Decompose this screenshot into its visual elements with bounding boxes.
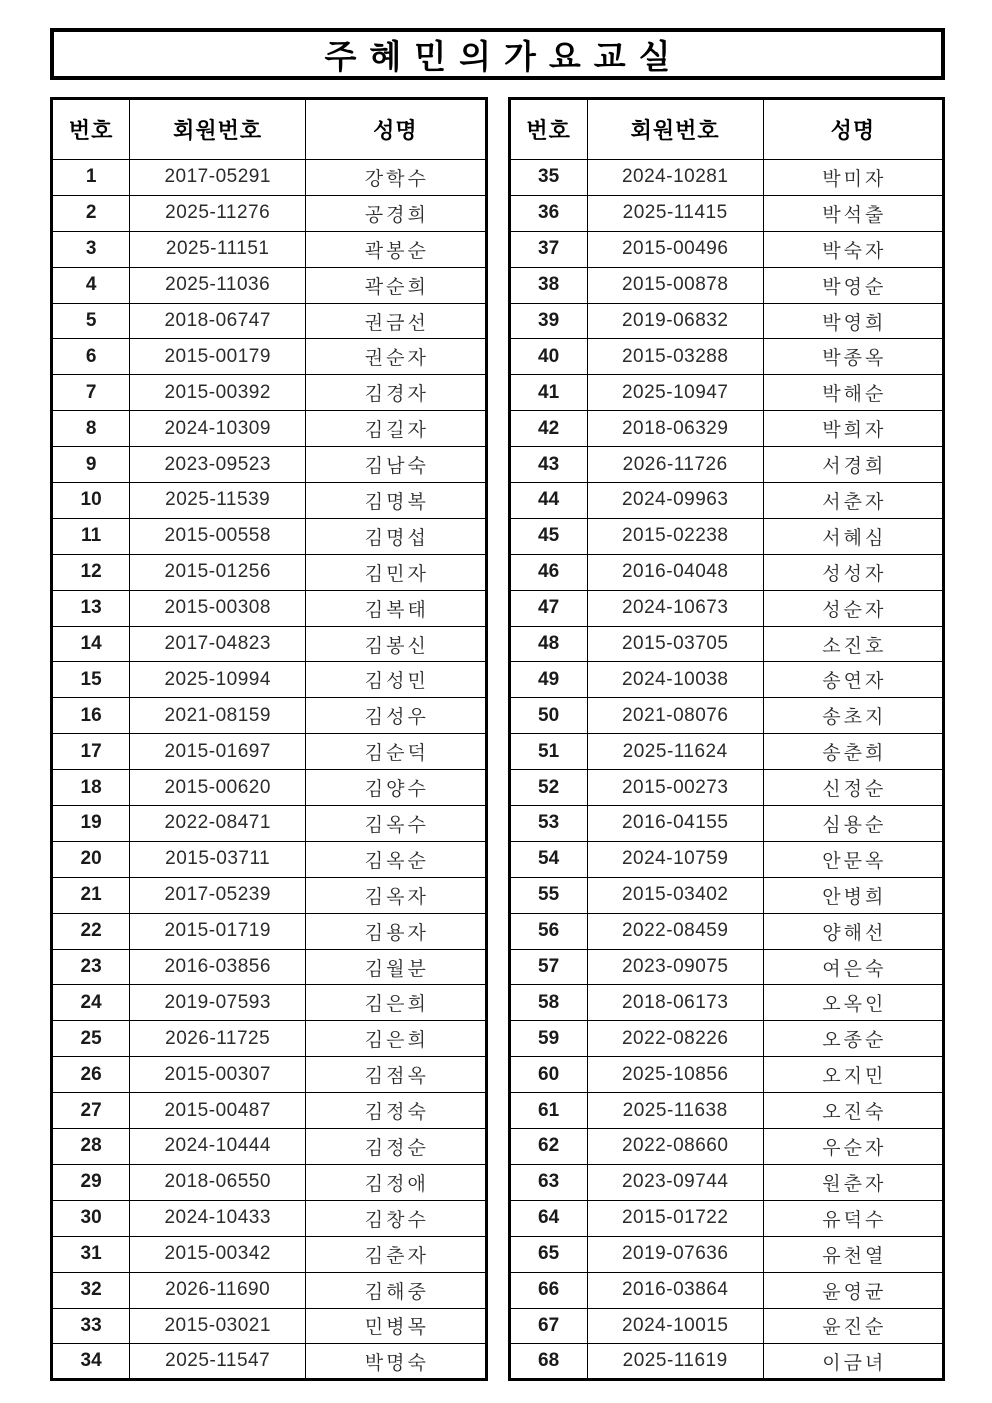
member-id-value: 2024-10759 (587, 841, 763, 877)
table-row (509, 841, 944, 877)
member-id-value: 2018-06329 (587, 411, 763, 447)
table-row (52, 698, 487, 734)
table-row (52, 483, 487, 519)
table-row (52, 1164, 487, 1200)
table-row (52, 1057, 487, 1093)
member-name: 김은희 (306, 985, 486, 1021)
member-id-value: 2015-00179 (130, 339, 306, 375)
member-name: 심용순 (763, 806, 943, 842)
member-name: 박영순 (763, 267, 943, 303)
tables-container (50, 97, 945, 1381)
table-row (52, 734, 487, 770)
member-id-value: 2015-03021 (130, 1308, 306, 1344)
table-row (52, 913, 487, 949)
table-row (52, 770, 487, 806)
table-row (509, 447, 944, 483)
member-name: 박명숙 (306, 1344, 486, 1380)
member-name: 김길자 (306, 411, 486, 447)
row-number: 3 (52, 231, 130, 267)
member-name: 박희자 (763, 411, 943, 447)
table-header (509, 99, 944, 160)
member-id-value: 2024-10015 (587, 1308, 763, 1344)
row-number: 44 (509, 483, 587, 519)
member-id-value: 2023-09744 (587, 1164, 763, 1200)
member-id-value: 2023-09523 (130, 447, 306, 483)
member-name: 김성민 (306, 662, 486, 698)
row-number: 41 (509, 375, 587, 411)
table-row (52, 1344, 487, 1380)
member-id-value: 2026-11690 (130, 1272, 306, 1308)
member-id-value: 2015-01697 (130, 734, 306, 770)
table-row (509, 770, 944, 806)
table-row (52, 1021, 487, 1057)
member-name: 김민자 (306, 554, 486, 590)
member-name: 오옥인 (763, 985, 943, 1021)
member-id-value: 2015-01256 (130, 554, 306, 590)
member-name: 원춘자 (763, 1164, 943, 1200)
row-number: 53 (509, 806, 587, 842)
table-row (52, 267, 487, 303)
member-id-value: 2025-11619 (587, 1344, 763, 1380)
row-number: 58 (509, 985, 587, 1021)
member-name: 박해순 (763, 375, 943, 411)
table-row (509, 1344, 944, 1380)
member-name: 성순자 (763, 590, 943, 626)
table-row (52, 662, 487, 698)
member-id-value: 2017-05291 (130, 160, 306, 196)
member-name: 김남숙 (306, 447, 486, 483)
table-row (52, 1200, 487, 1236)
title-box (50, 28, 945, 80)
row-number: 19 (52, 806, 130, 842)
member-name: 이금녀 (763, 1344, 943, 1380)
row-number: 64 (509, 1200, 587, 1236)
member-id-value: 2026-11726 (587, 447, 763, 483)
table-row (52, 160, 487, 196)
table-row (509, 806, 944, 842)
row-number: 63 (509, 1164, 587, 1200)
member-id-value: 2019-07593 (130, 985, 306, 1021)
member-name: 김옥순 (306, 841, 486, 877)
member-name: 유천열 (763, 1236, 943, 1272)
member-id-value: 2022-08226 (587, 1021, 763, 1057)
table-row (52, 1236, 487, 1272)
member-name: 김양수 (306, 770, 486, 806)
row-number: 32 (52, 1272, 130, 1308)
member-name: 김정순 (306, 1129, 486, 1165)
row-number: 33 (52, 1308, 130, 1344)
table-body-left (52, 160, 487, 1380)
member-id-value: 2023-09075 (587, 949, 763, 985)
table-row (52, 303, 487, 339)
row-number: 26 (52, 1057, 130, 1093)
member-name: 김명복 (306, 483, 486, 519)
table-row (52, 1129, 487, 1165)
row-number: 52 (509, 770, 587, 806)
member-id-value: 2015-01722 (587, 1200, 763, 1236)
member-id-value: 2018-06173 (587, 985, 763, 1021)
row-number: 54 (509, 841, 587, 877)
table-row (52, 590, 487, 626)
table-row (509, 375, 944, 411)
table-row (509, 1236, 944, 1272)
table-row (509, 195, 944, 231)
table-row (509, 231, 944, 267)
row-number: 66 (509, 1272, 587, 1308)
row-number: 56 (509, 913, 587, 949)
table-row (52, 841, 487, 877)
member-id-value: 2017-05239 (130, 877, 306, 913)
member-id-value: 2025-10994 (130, 662, 306, 698)
member-name: 안문옥 (763, 841, 943, 877)
header-row (509, 99, 944, 160)
table-row (509, 1093, 944, 1129)
member-id-value: 2016-03864 (587, 1272, 763, 1308)
page-title: 주혜민의가요교실 (324, 37, 684, 75)
row-number: 47 (509, 590, 587, 626)
member-id-value: 2015-02238 (587, 518, 763, 554)
member-id-value: 2019-06832 (587, 303, 763, 339)
member-id-value: 2025-10947 (587, 375, 763, 411)
member-name: 성성자 (763, 554, 943, 590)
row-number: 7 (52, 375, 130, 411)
member-id-value: 2025-11638 (587, 1093, 763, 1129)
header-no: 번호 (509, 99, 587, 160)
header-name: 성명 (306, 99, 486, 160)
row-number: 27 (52, 1093, 130, 1129)
member-name: 안병희 (763, 877, 943, 913)
member-id-value: 2015-01719 (130, 913, 306, 949)
member-name: 박석출 (763, 195, 943, 231)
member-name: 공경희 (306, 195, 486, 231)
member-name: 곽순희 (306, 267, 486, 303)
row-number: 4 (52, 267, 130, 303)
member-id-value: 2025-11036 (130, 267, 306, 303)
row-number: 6 (52, 339, 130, 375)
member-name: 김옥수 (306, 806, 486, 842)
member-name: 윤진순 (763, 1308, 943, 1344)
row-number: 22 (52, 913, 130, 949)
row-number: 12 (52, 554, 130, 590)
row-number: 68 (509, 1344, 587, 1380)
member-id-value: 2025-11151 (130, 231, 306, 267)
member-id-value: 2024-10444 (130, 1129, 306, 1165)
row-number: 55 (509, 877, 587, 913)
member-name: 김은희 (306, 1021, 486, 1057)
row-number: 8 (52, 411, 130, 447)
member-id-value: 2015-00496 (587, 231, 763, 267)
row-number: 16 (52, 698, 130, 734)
member-name: 송연자 (763, 662, 943, 698)
member-name: 오진숙 (763, 1093, 943, 1129)
table-row (52, 1272, 487, 1308)
member-id-value: 2019-07636 (587, 1236, 763, 1272)
table-row (52, 554, 487, 590)
member-name: 김명섭 (306, 518, 486, 554)
member-id-value: 2025-11539 (130, 483, 306, 519)
row-number: 38 (509, 267, 587, 303)
table-row (52, 375, 487, 411)
table-row (52, 806, 487, 842)
member-name: 박숙자 (763, 231, 943, 267)
member-name: 양해선 (763, 913, 943, 949)
member-name: 김옥자 (306, 877, 486, 913)
member-name: 서혜심 (763, 518, 943, 554)
member-id-value: 2015-03402 (587, 877, 763, 913)
table-row (509, 483, 944, 519)
table-row (509, 626, 944, 662)
row-number: 25 (52, 1021, 130, 1057)
table-row (52, 447, 487, 483)
table-row (509, 949, 944, 985)
row-number: 49 (509, 662, 587, 698)
member-id-value: 2015-00620 (130, 770, 306, 806)
row-number: 15 (52, 662, 130, 698)
member-name: 오종순 (763, 1021, 943, 1057)
member-id-value: 2015-00308 (130, 590, 306, 626)
table-row (509, 1021, 944, 1057)
member-name: 김춘자 (306, 1236, 486, 1272)
member-id-value: 2026-11725 (130, 1021, 306, 1057)
member-id-value: 2025-11547 (130, 1344, 306, 1380)
member-id-value: 2024-10309 (130, 411, 306, 447)
row-number: 43 (509, 447, 587, 483)
header-no: 번호 (52, 99, 130, 160)
row-number: 51 (509, 734, 587, 770)
member-name: 김정애 (306, 1164, 486, 1200)
table-row (52, 877, 487, 913)
row-number: 61 (509, 1093, 587, 1129)
table-row (509, 1129, 944, 1165)
row-number: 62 (509, 1129, 587, 1165)
header-member-id: 회원번호 (130, 99, 306, 160)
table-row (509, 1200, 944, 1236)
member-name: 우순자 (763, 1129, 943, 1165)
table-row (509, 698, 944, 734)
row-number: 5 (52, 303, 130, 339)
member-id-value: 2024-09963 (587, 483, 763, 519)
member-name: 김성우 (306, 698, 486, 734)
table-row (509, 985, 944, 1021)
member-name: 김복태 (306, 590, 486, 626)
table-row (509, 339, 944, 375)
row-number: 24 (52, 985, 130, 1021)
row-number: 28 (52, 1129, 130, 1165)
table-row (52, 231, 487, 267)
member-id-value: 2017-04823 (130, 626, 306, 662)
row-number: 30 (52, 1200, 130, 1236)
member-name: 오지민 (763, 1057, 943, 1093)
row-number: 29 (52, 1164, 130, 1200)
member-id-value: 2018-06550 (130, 1164, 306, 1200)
row-number: 36 (509, 195, 587, 231)
member-id-value: 2022-08459 (587, 913, 763, 949)
row-number: 10 (52, 483, 130, 519)
row-number: 20 (52, 841, 130, 877)
member-name: 김월분 (306, 949, 486, 985)
row-number: 39 (509, 303, 587, 339)
member-name: 김순덕 (306, 734, 486, 770)
member-id-value: 2016-04048 (587, 554, 763, 590)
member-id-value: 2015-00307 (130, 1057, 306, 1093)
member-name: 소진호 (763, 626, 943, 662)
member-id-value: 2024-10673 (587, 590, 763, 626)
member-id-value: 2015-00878 (587, 267, 763, 303)
table-row (509, 1057, 944, 1093)
member-name: 신정순 (763, 770, 943, 806)
row-number: 31 (52, 1236, 130, 1272)
member-table-left (50, 97, 488, 1381)
member-name: 박미자 (763, 160, 943, 196)
member-id-value: 2022-08471 (130, 806, 306, 842)
table-row (509, 1272, 944, 1308)
member-id-value: 2021-08076 (587, 698, 763, 734)
table-row (509, 1308, 944, 1344)
table-row (509, 734, 944, 770)
table-row (509, 554, 944, 590)
member-name: 김용자 (306, 913, 486, 949)
table-row (509, 518, 944, 554)
table-row (52, 985, 487, 1021)
member-id-value: 2024-10281 (587, 160, 763, 196)
member-name: 유덕수 (763, 1200, 943, 1236)
member-name: 김창수 (306, 1200, 486, 1236)
table-row (509, 303, 944, 339)
member-name: 강학수 (306, 160, 486, 196)
row-number: 18 (52, 770, 130, 806)
member-id-value: 2015-00392 (130, 375, 306, 411)
header-member-id: 회원번호 (587, 99, 763, 160)
row-number: 67 (509, 1308, 587, 1344)
member-id-value: 2015-00558 (130, 518, 306, 554)
member-id-value: 2021-08159 (130, 698, 306, 734)
row-number: 11 (52, 518, 130, 554)
row-number: 34 (52, 1344, 130, 1380)
member-id-value: 2015-00487 (130, 1093, 306, 1129)
row-number: 59 (509, 1021, 587, 1057)
member-id-value: 2018-06747 (130, 303, 306, 339)
member-name: 윤영균 (763, 1272, 943, 1308)
table-row (509, 411, 944, 447)
row-number: 2 (52, 195, 130, 231)
member-name: 김정숙 (306, 1093, 486, 1129)
table-row (509, 877, 944, 913)
member-id-value: 2015-03711 (130, 841, 306, 877)
table-row (509, 662, 944, 698)
table-row (509, 590, 944, 626)
member-id-value: 2024-10433 (130, 1200, 306, 1236)
table-row (52, 195, 487, 231)
member-id-value: 2025-11276 (130, 195, 306, 231)
member-name: 박종옥 (763, 339, 943, 375)
row-number: 50 (509, 698, 587, 734)
member-name: 박영희 (763, 303, 943, 339)
row-number: 14 (52, 626, 130, 662)
row-number: 21 (52, 877, 130, 913)
row-number: 65 (509, 1236, 587, 1272)
member-id-value: 2024-10038 (587, 662, 763, 698)
table-row (509, 913, 944, 949)
member-name: 권순자 (306, 339, 486, 375)
member-name: 민병목 (306, 1308, 486, 1344)
member-name: 서춘자 (763, 483, 943, 519)
table-header (52, 99, 487, 160)
member-id-value: 2025-11415 (587, 195, 763, 231)
table-row (52, 949, 487, 985)
member-name: 송초지 (763, 698, 943, 734)
member-id-value: 2016-03856 (130, 949, 306, 985)
member-id-value: 2025-11624 (587, 734, 763, 770)
member-name: 서경희 (763, 447, 943, 483)
table-row (52, 1308, 487, 1344)
member-id-value: 2016-04155 (587, 806, 763, 842)
row-number: 1 (52, 160, 130, 196)
row-number: 42 (509, 411, 587, 447)
member-name: 권금선 (306, 303, 486, 339)
row-number: 9 (52, 447, 130, 483)
table-row (52, 626, 487, 662)
member-id-value: 2022-08660 (587, 1129, 763, 1165)
table-row (509, 160, 944, 196)
member-name: 여은숙 (763, 949, 943, 985)
member-name: 김해중 (306, 1272, 486, 1308)
row-number: 57 (509, 949, 587, 985)
row-number: 13 (52, 590, 130, 626)
header-name: 성명 (763, 99, 943, 160)
member-name: 김봉신 (306, 626, 486, 662)
member-id-value: 2025-10856 (587, 1057, 763, 1093)
row-number: 35 (509, 160, 587, 196)
row-number: 37 (509, 231, 587, 267)
row-number: 60 (509, 1057, 587, 1093)
table-row (52, 518, 487, 554)
member-name: 김점옥 (306, 1057, 486, 1093)
member-id-value: 2015-00342 (130, 1236, 306, 1272)
header-row (52, 99, 487, 160)
member-name: 송춘희 (763, 734, 943, 770)
member-id-value: 2015-00273 (587, 770, 763, 806)
table-row (52, 411, 487, 447)
table-row (509, 1164, 944, 1200)
member-name: 김경자 (306, 375, 486, 411)
member-id-value: 2015-03705 (587, 626, 763, 662)
table-row (509, 267, 944, 303)
table-body-right (509, 160, 944, 1380)
row-number: 45 (509, 518, 587, 554)
row-number: 40 (509, 339, 587, 375)
row-number: 23 (52, 949, 130, 985)
row-number: 48 (509, 626, 587, 662)
row-number: 17 (52, 734, 130, 770)
table-row (52, 339, 487, 375)
row-number: 46 (509, 554, 587, 590)
member-name: 곽봉순 (306, 231, 486, 267)
member-id-value: 2015-03288 (587, 339, 763, 375)
table-row (52, 1093, 487, 1129)
member-table-right (508, 97, 946, 1381)
